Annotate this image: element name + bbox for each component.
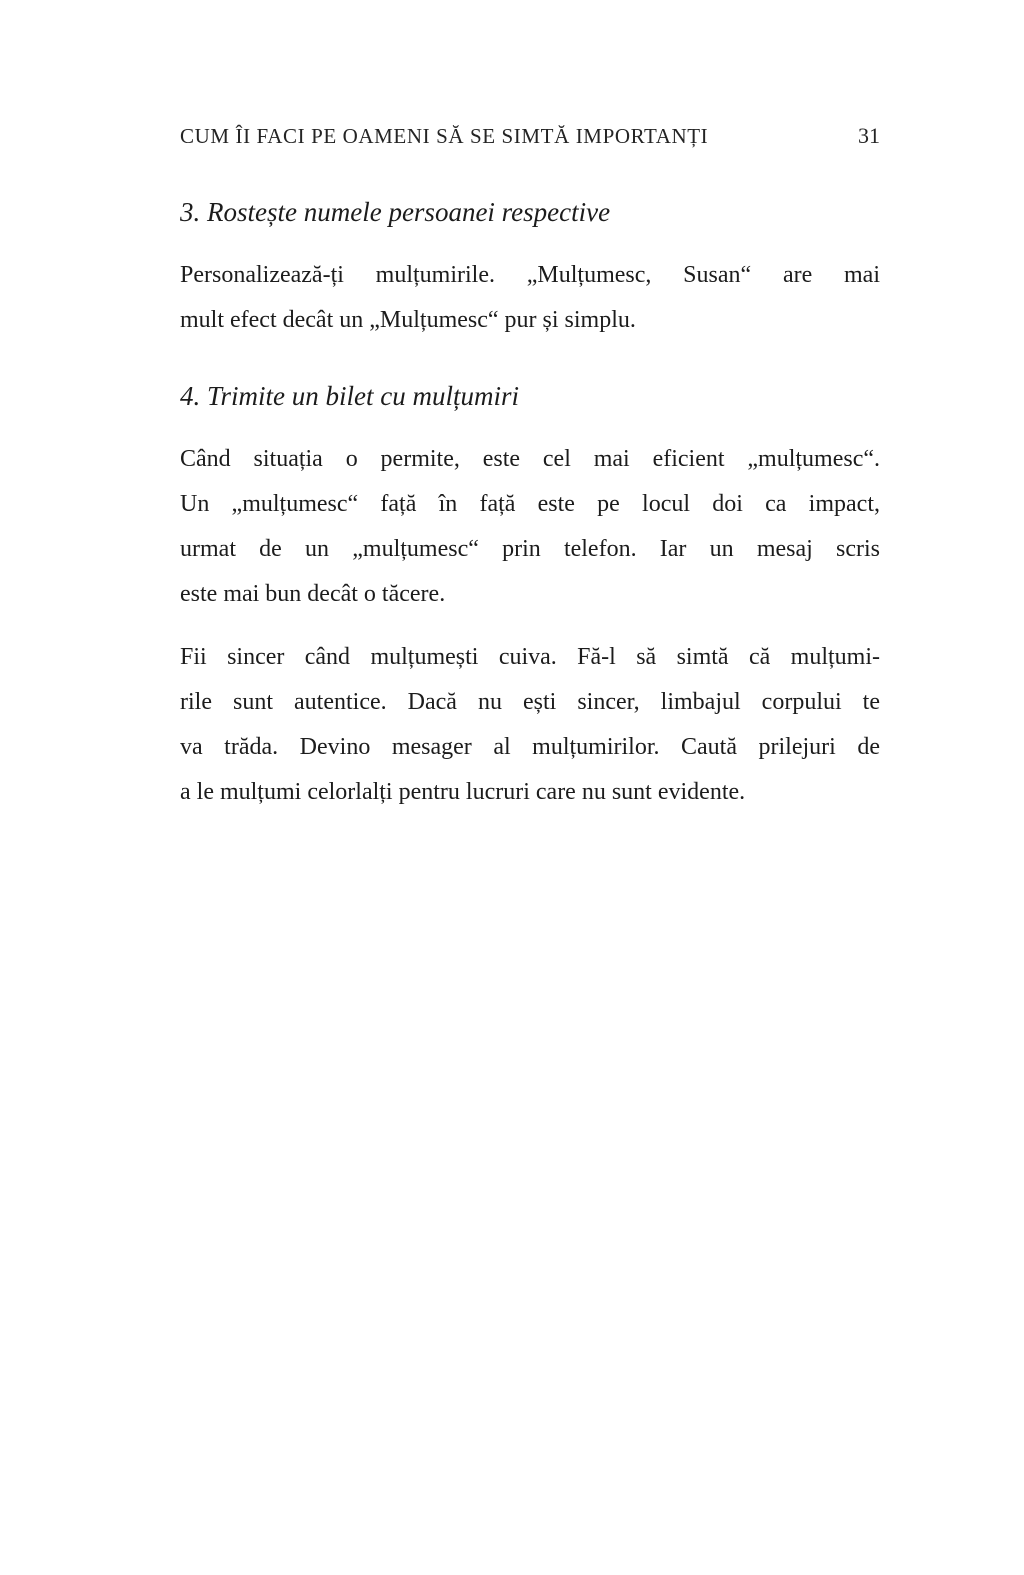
text-line: este mai bun decât o tăcere. <box>180 581 446 607</box>
paragraph <box>180 635 880 815</box>
text-line: Fii sincer când mulțumești cuiva. Fă-l să simtă că mulțumi- <box>180 644 880 670</box>
text-line: mult efect decât un „Mulțumesc“ pur și simplu. <box>180 307 636 333</box>
section-heading-3: 3. Rostește numele persoanei respective <box>180 197 611 227</box>
text-line: Când situația o permite, este cel mai eficient „mulțumesc“. <box>180 446 880 472</box>
text-line: va trăda. Devino mesager al mulțumirilor. Caută prilejuri de <box>180 734 880 760</box>
text-line: urmat de un „mulțumesc“ prin telefon. Iar un mesaj scris <box>180 536 880 562</box>
text-block <box>180 123 880 815</box>
page-number: 31 <box>858 123 880 148</box>
section-heading-4: 4. Trimite un bilet cu mulțumiri <box>180 381 520 411</box>
paragraph <box>180 253 880 343</box>
text-line: Un „mulțumesc“ față în față este pe locul doi ca impact, <box>180 491 880 517</box>
text-line: Personalizează-ți mulțumirile. „Mulțumesc, Susan“ are mai <box>180 262 880 288</box>
running-head-title: CUM ÎI FACI PE OAMENI SĂ SE SIMTĂ IMPORTANȚI <box>180 124 709 148</box>
text-line: a le mulțumi celorlalți pentru lucruri care nu sunt evidente. <box>180 779 746 805</box>
text-line: rile sunt autentice. Dacă nu ești sincer, limbajul corpului te <box>180 689 880 715</box>
paragraph <box>180 437 880 617</box>
running-head <box>180 123 880 149</box>
